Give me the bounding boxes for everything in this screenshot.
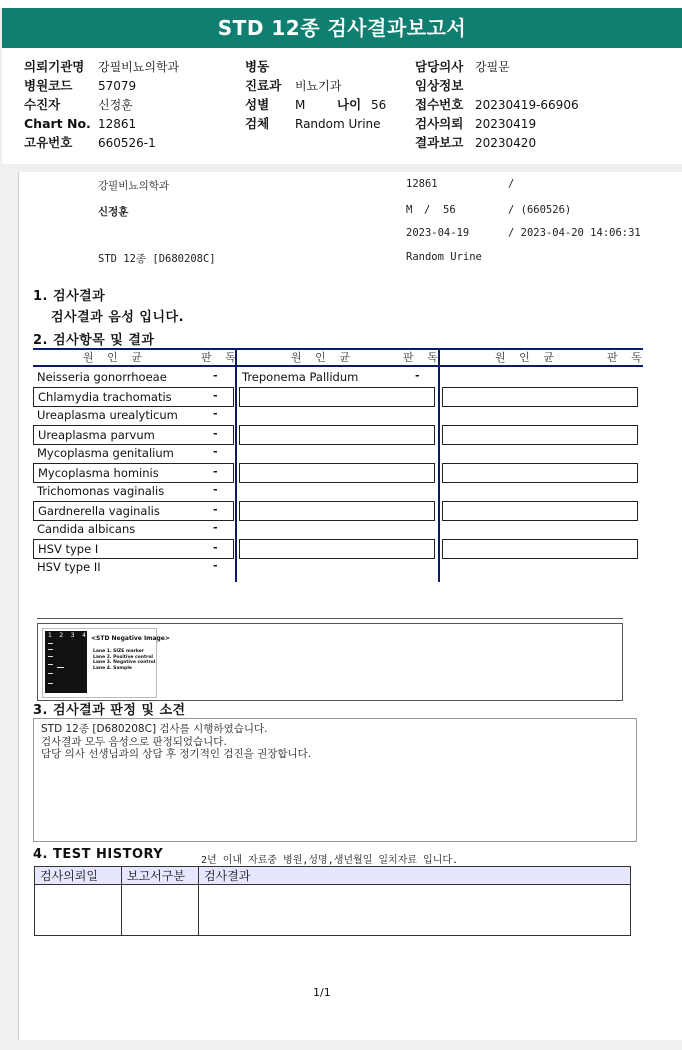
age-value: 56 — [371, 98, 387, 112]
gel-legend-item: Lane 3. Negative control — [93, 660, 156, 665]
marker-band — [48, 643, 53, 644]
info-row — [415, 113, 579, 132]
column-divider-2 — [438, 350, 440, 582]
panel-gap — [0, 164, 682, 172]
gel-legend-title: <STD Negative Image> — [91, 635, 170, 642]
specimen: Random Urine — [406, 251, 482, 263]
gel-electrophoresis-image — [45, 631, 87, 693]
empty-result-box — [442, 425, 638, 445]
lane-number: 3 — [70, 632, 75, 639]
organism-name: Gardnerella vaginalis — [38, 504, 160, 518]
info-row — [415, 56, 579, 75]
history-cell — [199, 885, 631, 936]
chart-number: 12861 — [406, 178, 438, 190]
result-value: - — [213, 389, 218, 402]
empty-result-box — [442, 539, 638, 559]
result-value: - — [213, 541, 218, 554]
top-strip — [0, 0, 682, 8]
result-value: - — [415, 369, 420, 382]
info-label: 결과보고 — [415, 135, 464, 150]
info-label: 성별 — [245, 97, 270, 112]
info-value: 660526-1 — [98, 136, 156, 150]
info-row — [245, 113, 386, 132]
result-value: - — [213, 503, 218, 516]
empty-result-box — [442, 387, 638, 407]
info-row — [24, 75, 179, 94]
gel-legend-item: Lane 4. Sample — [93, 665, 132, 671]
result-value: - — [213, 407, 218, 420]
info-label: 수진자 — [24, 97, 61, 112]
request-date: 2023-04-19 — [406, 227, 470, 239]
result-row — [33, 406, 234, 425]
empty-result-box — [442, 463, 638, 483]
gel-legend — [93, 649, 155, 671]
info-value: 57079 — [98, 79, 137, 93]
opinion-line: 담당 의사 선생님과의 상담 후 정기적인 검진을 권장합니다. — [41, 748, 312, 760]
result-row — [33, 387, 234, 407]
info-value: 20230419 — [475, 117, 537, 131]
result-value: - — [213, 427, 218, 440]
section2-title: 2. 검사항목 및 결과 — [33, 333, 155, 348]
history-note: 2년 이내 자료중 병원,성명,생년월일 일치자료 입니다. — [201, 855, 459, 866]
marker-band — [48, 683, 53, 684]
gel-lane-numbers — [48, 632, 86, 639]
organism-name: HSV type II — [37, 560, 101, 574]
patient-name: 신정훈 — [98, 206, 129, 218]
info-row — [245, 56, 386, 75]
section1-text: 검사결과 음성 입니다. — [51, 310, 185, 325]
organism-name: Treponema Pallidum — [242, 370, 359, 384]
result-row — [33, 368, 234, 387]
report-page — [18, 172, 682, 1040]
info-value: M — [295, 98, 306, 112]
info-row — [24, 132, 179, 151]
clinic-name: 강필비뇨의학과 — [98, 180, 170, 192]
info-row — [24, 113, 179, 132]
history-table — [34, 866, 631, 936]
age-value: 56 — [443, 204, 456, 216]
gel-legend-item: Lane 2. Positive control — [93, 654, 153, 660]
sex-value: M — [406, 204, 413, 216]
info-value: 강필비뇨의학과 — [98, 60, 180, 74]
organism-name: Mycoplasma genitalium — [37, 446, 174, 460]
info-row — [415, 94, 579, 113]
info-label: 검사의뢰 — [415, 116, 464, 131]
info-label: 진료과 — [245, 78, 282, 93]
history-empty-row — [35, 885, 631, 936]
result-value: - — [213, 465, 218, 478]
opinion-line: 검사결과 모두 음성으로 판정되었습니다. — [41, 735, 227, 748]
info-label: 접수번호 — [415, 97, 464, 112]
info-row — [24, 56, 179, 75]
info-value: 비뇨기과 — [295, 79, 342, 93]
empty-result-box — [239, 387, 435, 407]
history-cell — [35, 885, 122, 936]
marker-band — [48, 664, 53, 665]
result-row — [33, 539, 234, 559]
marker-band — [48, 673, 53, 674]
info-label: Chart No. — [24, 116, 91, 131]
history-cell — [122, 885, 199, 936]
lane-number: 1 — [48, 632, 52, 639]
column-header-organism: 원 인 균 — [495, 351, 559, 364]
info-value: 20230420 — [475, 136, 537, 150]
lane-number: 4 — [82, 632, 86, 639]
gel-image-frame — [37, 623, 623, 701]
history-header-row — [35, 867, 631, 885]
organism-name: HSV type I — [38, 542, 99, 556]
info-label: 의뢰기관명 — [24, 59, 85, 74]
info-label: 임상정보 — [415, 78, 464, 93]
sex-separator: / — [424, 204, 431, 216]
info-value: 20230419-66906 — [475, 98, 579, 112]
info-value: 12861 — [98, 117, 137, 131]
result-row — [33, 463, 234, 483]
patient-info-panel — [2, 48, 682, 164]
result-value: - — [213, 483, 218, 496]
organism-name: Ureaplasma urealyticum — [37, 408, 178, 422]
result-row — [33, 444, 234, 463]
test-code: STD 12종 [D680208C] — [98, 253, 216, 265]
birth-date: / (660526) — [508, 204, 572, 216]
positive-control-band — [57, 667, 64, 668]
organism-name: Chlamydia trachomatis — [38, 390, 172, 404]
column-header-organism: 원 인 균 — [291, 351, 355, 364]
opinion-text — [41, 723, 311, 761]
empty-result-box — [239, 539, 435, 559]
info-col2 — [245, 56, 386, 132]
section4-title: 4. TEST HISTORY — [33, 847, 164, 862]
marker-band — [48, 649, 53, 650]
organism-name: Mycoplasma hominis — [38, 466, 159, 480]
info-label: 검체 — [245, 116, 270, 131]
result-row — [33, 520, 234, 539]
empty-result-box — [239, 425, 435, 445]
column-header-judge: 판 독 — [201, 351, 241, 364]
info-row — [415, 75, 579, 94]
age-label: 나이 — [337, 97, 362, 112]
column-header-judge: 판 독 — [403, 351, 443, 364]
info-label: 담당의사 — [415, 59, 464, 74]
organism-name: Ureaplasma parvum — [38, 428, 155, 442]
page-number: 1/1 — [313, 986, 331, 999]
gel-thumbnail — [42, 628, 170, 698]
info-row — [415, 132, 579, 151]
result-value: - — [213, 521, 218, 534]
info-row — [245, 94, 386, 113]
lane-number: 2 — [59, 632, 64, 639]
column-header-judge: 판 독 — [607, 351, 647, 364]
gel-legend-item: Lane 1. SIZE marker — [93, 649, 145, 654]
info-col3 — [415, 56, 579, 151]
empty-result-box — [239, 463, 435, 483]
organism-name: Trichomonas vaginalis — [37, 484, 165, 498]
organism-name: Neisseria gonorrhoeae — [37, 370, 167, 384]
result-row — [33, 501, 234, 521]
column-divider-1 — [235, 350, 237, 582]
gel-top-rule — [37, 618, 623, 619]
info-col1 — [24, 56, 179, 151]
result-value: - — [213, 369, 218, 382]
result-row — [33, 425, 234, 445]
result-row — [33, 482, 234, 501]
info-value: Random Urine — [295, 117, 381, 131]
info-label: 고유번호 — [24, 135, 73, 150]
report-title: STD 12종 검사결과보고서 — [2, 8, 682, 48]
history-col-result: 검사결과 — [199, 867, 631, 885]
empty-result-box — [239, 501, 435, 521]
opinion-line: STD 12종 [D680208C] 검사를 시행하였습니다. — [41, 723, 268, 735]
organism-name: Candida albicans — [37, 522, 136, 536]
info-label: 병원코드 — [24, 78, 73, 93]
table-header-rule — [33, 365, 643, 367]
info-row — [245, 75, 386, 94]
history-col-report-type: 보고서구분 — [122, 867, 199, 885]
result-value: - — [213, 559, 218, 572]
info-label: 병동 — [245, 59, 270, 74]
info-value: 강필문 — [475, 60, 510, 74]
opinion-box — [33, 718, 637, 842]
result-value: - — [213, 445, 218, 458]
empty-result-box — [442, 501, 638, 521]
result-row — [239, 368, 436, 387]
section3-title: 3. 검사결과 판정 및 소견 — [33, 703, 186, 718]
section1-title: 1. 검사결과 — [33, 289, 106, 304]
info-value: 신정훈 — [98, 98, 133, 112]
chart-separator: / — [508, 178, 515, 190]
report-datetime: / 2023-04-20 14:06:31 — [508, 227, 641, 239]
history-col-request-date: 검사의뢰일 — [35, 867, 122, 885]
info-row — [24, 94, 179, 113]
column-header-organism: 원 인 균 — [83, 351, 147, 364]
result-row — [33, 558, 234, 577]
marker-band — [48, 656, 53, 657]
